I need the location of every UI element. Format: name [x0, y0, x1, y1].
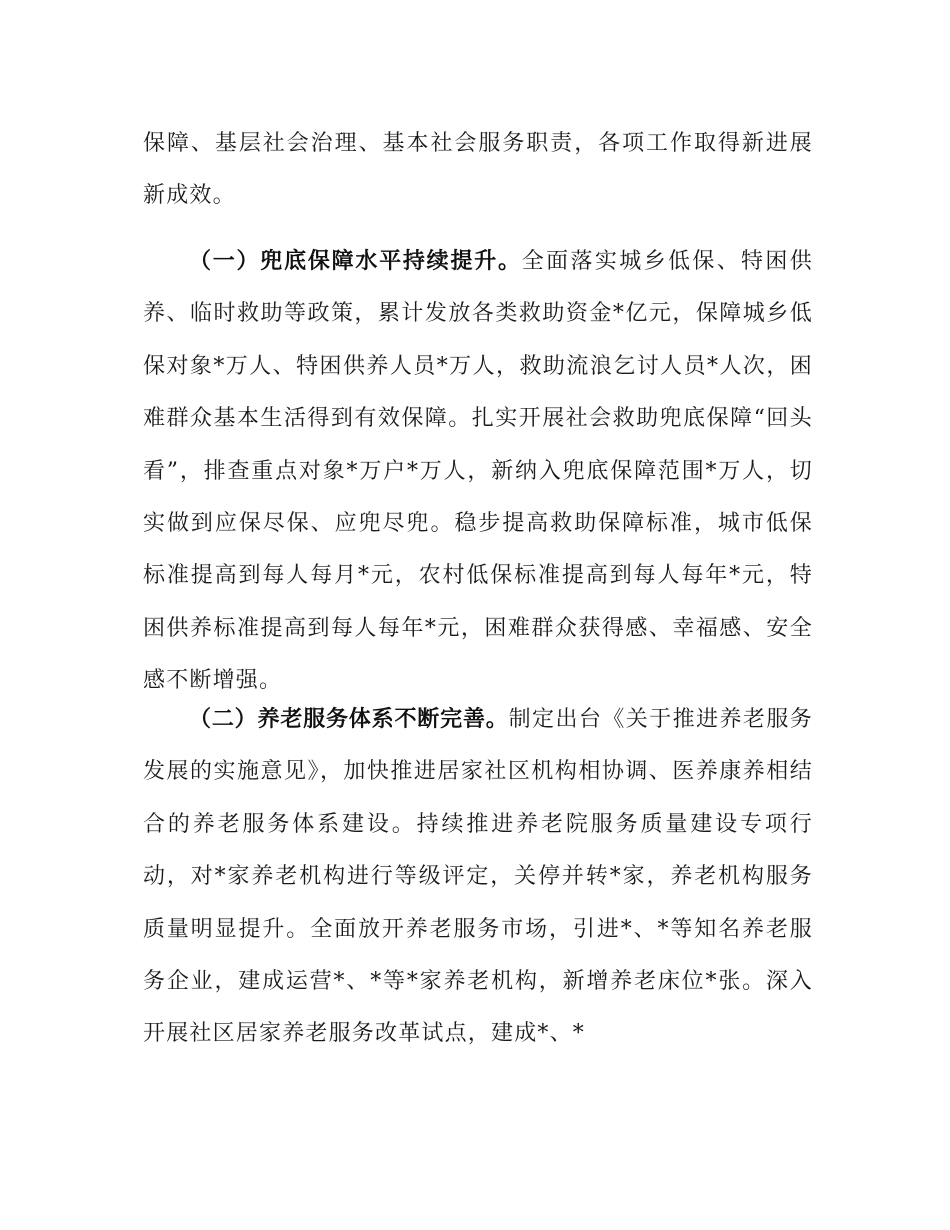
paragraph-body: 全面落实城乡低保、特困供养、临时救助等政策，累计发放各类救助资金*亿元，保障城乡低保对象*万人、特困供养人员*万人，救助流浪乞讨人员*人次，困难群众基本生活得到有效保障。扎实开展社会救助兜底保障“回头看”，排查重点对象*万户*万人，新纳入兜底保障范围*万人，切实做到应保尽保、应兜尽兜。稳步提高救助保障标准，城市低保标准提高到每人每月*元，农村低保标准提高到每人每年*元，特困供养标准提高到每人每年*元，困难群众获得感、幸福感、安全感不断增强。: [143, 249, 813, 694]
paragraph-body: 制定出台《关于推进养老服务发展的实施意见》，加快推进居家社区机构相协调、医养康养相结合的养老服务体系建设。持续推进养老院服务质量建设专项行动，对*家养老机构进行等级评定，关停并转*家，养老机构服务质量明显提升。全面放开养老服务市场，引进*、*等知名养老服务企业，建成运营*、*等*家养老机构，新增养老床位*张。深入开展社区居家养老服务改革试点，建成*、*: [143, 707, 813, 1047]
paragraph-section-2: [143, 694, 813, 1061]
section-heading: （一）兜底保障水平持续提升。: [189, 249, 522, 274]
paragraph-section-1: [143, 236, 813, 708]
paragraph-continuation: [143, 118, 813, 223]
paragraph-body: 保障、基层社会治理、基本社会服务职责，各项工作取得新进展新成效。: [143, 131, 813, 209]
section-heading: （二）养老服务体系不断完善。: [189, 707, 509, 732]
